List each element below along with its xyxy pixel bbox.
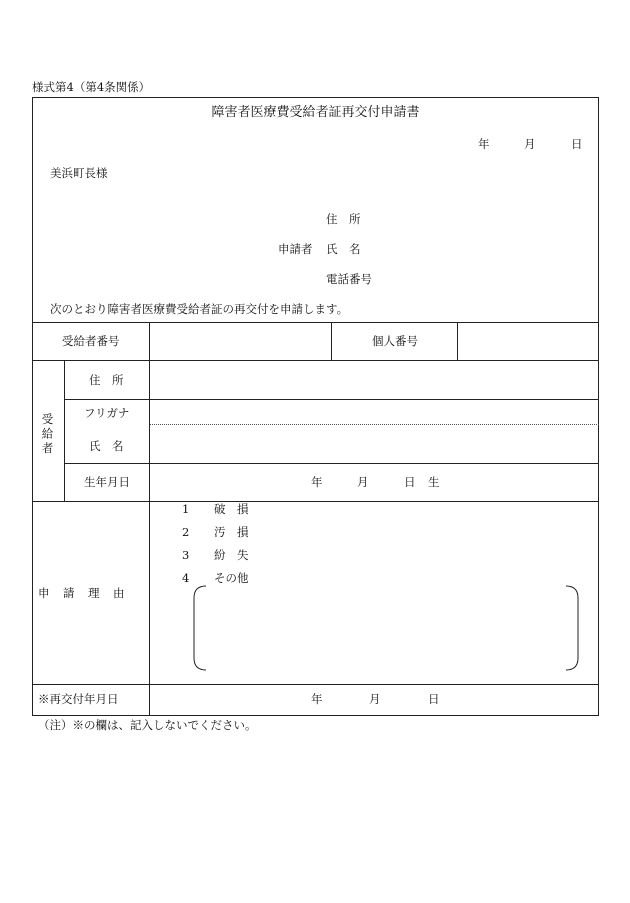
recipient-section-label: 受給者 xyxy=(40,413,55,457)
furigana-label: フリガナ xyxy=(84,406,130,420)
divider-line xyxy=(331,322,332,360)
form-title: 障害者医療費受給者証再交付申請書 xyxy=(211,105,420,120)
birth-suffix-label: 生 xyxy=(428,475,440,489)
divider-line xyxy=(32,501,599,502)
reason-1-number: 1 xyxy=(182,502,190,516)
addressee: 美浜町長様 xyxy=(50,166,108,180)
date-month-label: 月 xyxy=(524,137,536,151)
recipient-number-field[interactable] xyxy=(150,323,330,359)
reissue-date-label: ※再交付年月日 xyxy=(38,692,119,706)
reason-1-option[interactable]: 破 損 xyxy=(214,502,249,516)
reissue-month-label: 月 xyxy=(369,692,381,706)
birthdate-label: 生年月日 xyxy=(84,475,130,489)
recipient-address-field[interactable] xyxy=(150,361,598,398)
divider-line xyxy=(64,360,65,501)
divider-line xyxy=(32,684,599,685)
left-bracket-icon xyxy=(194,586,206,670)
reissue-day-label: 日 xyxy=(428,692,440,706)
personal-number-label: 個人番号 xyxy=(372,334,418,348)
reason-3-number: 3 xyxy=(182,548,190,562)
recipient-name-field[interactable] xyxy=(150,425,598,462)
reissue-year-label: 年 xyxy=(311,692,323,706)
reason-4-option[interactable]: その他 xyxy=(214,571,249,585)
applicant-address-label: 住 所 xyxy=(326,212,361,226)
recipient-name-label: 氏 名 xyxy=(89,439,124,453)
personal-number-field[interactable] xyxy=(458,323,598,359)
applicant-label: 申請者 xyxy=(278,242,313,256)
applicant-name-label: 氏 名 xyxy=(326,242,361,256)
birth-day-label: 日 xyxy=(404,475,416,489)
birth-year-label: 年 xyxy=(311,475,323,489)
birth-month-label: 月 xyxy=(357,475,369,489)
furigana-field[interactable] xyxy=(150,400,598,423)
right-bracket-icon xyxy=(566,586,578,670)
footnote: （注）※の欄は、記入しないでください。 xyxy=(38,718,257,732)
application-reason-label: 申 請 理 由 xyxy=(38,586,126,600)
reason-3-option[interactable]: 紛 失 xyxy=(214,548,249,562)
recipient-number-label: 受給者番号 xyxy=(62,334,120,348)
applicant-phone-label: 電話番号 xyxy=(326,272,372,286)
date-year-label: 年 xyxy=(478,137,490,151)
other-reason-bracket[interactable] xyxy=(190,584,582,674)
date-day-label: 日 xyxy=(571,137,583,151)
divider-line xyxy=(64,463,599,464)
application-statement: 次のとおり障害者医療費受給者証の再交付を申請します。 xyxy=(50,302,349,316)
reason-4-number: 4 xyxy=(182,571,190,585)
form-number-label: 様式第4（第4条関係） xyxy=(32,80,151,94)
reason-2-number: 2 xyxy=(182,525,190,539)
reason-2-option[interactable]: 汚 損 xyxy=(214,525,249,539)
recipient-address-label: 住 所 xyxy=(89,373,124,387)
